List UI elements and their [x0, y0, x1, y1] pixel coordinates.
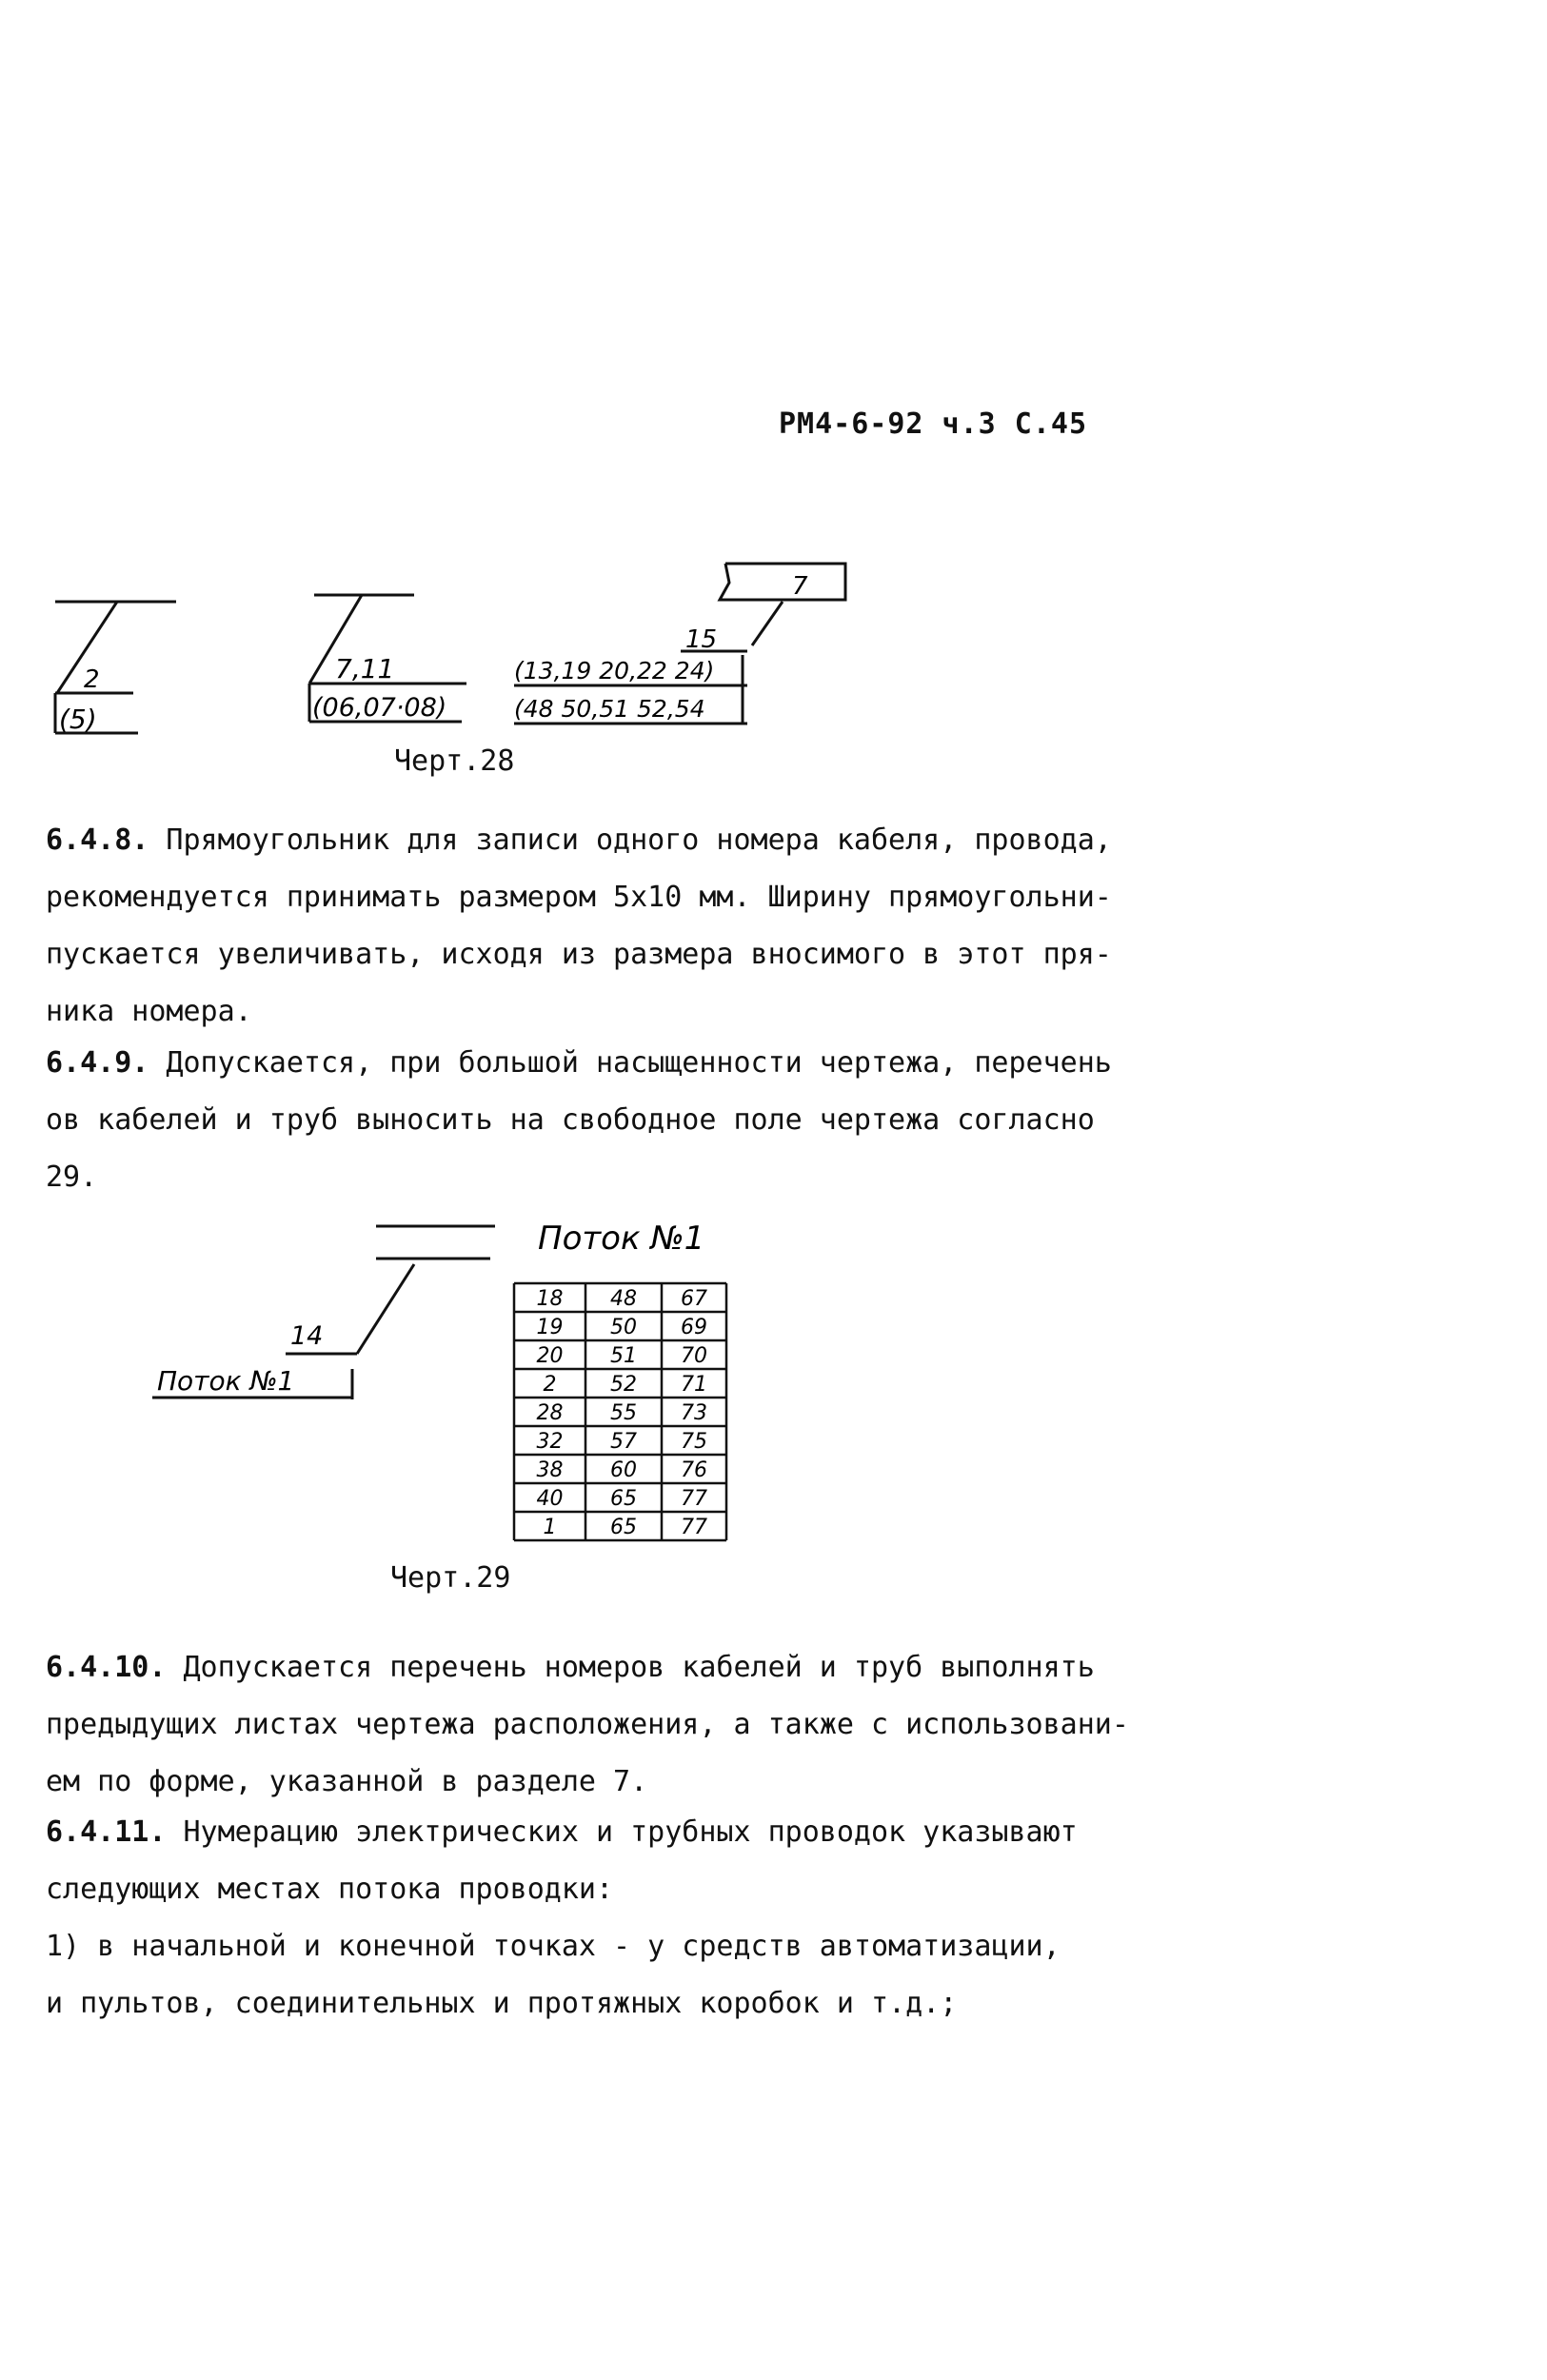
fig29-table-cell: 52	[610, 1373, 637, 1397]
fig28-b-top: 7,11	[335, 653, 395, 684]
para-6-4-11-line-4: и пультов, соединительных и протяжных коробок и т.д.;	[46, 1987, 958, 2020]
para-6-4-10-line-3: ем по форме, указанной в разделе 7.	[46, 1765, 648, 1798]
figure-29	[0, 1200, 1547, 1580]
fig29-table-cell: 20	[536, 1344, 564, 1368]
para-6-4-8-line-4: ника номера.	[46, 995, 252, 1028]
fig29-table-cell: 32	[536, 1430, 564, 1454]
fig29-table-cell: 51	[610, 1344, 637, 1368]
para-6-4-11-line-3: 1) в начальной и конечной точках - у средств автоматизации,	[46, 1930, 1061, 1963]
fig28-c-leader	[752, 602, 783, 645]
fig29-caption: Черт.29	[390, 1561, 511, 1595]
para-6-4-11-line-1: Нумерацию электрических и трубных проводок указывают	[166, 1815, 1078, 1849]
para-6-4-9-num: 6.4.9.	[46, 1046, 149, 1080]
fig29-table-cell: 77	[681, 1516, 707, 1539]
page-header: РМ4-6-92 ч.3 С.45	[779, 407, 1088, 441]
para-6-4-8-num: 6.4.8.	[46, 823, 149, 857]
para-6-4-11-num: 6.4.11.	[46, 1815, 167, 1849]
fig28-c-flag	[720, 564, 845, 600]
fig29-table-cell: 65	[610, 1516, 637, 1539]
fig28-c-flag-label: 7	[792, 572, 808, 601]
fig29-table-cell: 19	[536, 1316, 564, 1339]
fig29-table-cell: 18	[536, 1287, 564, 1311]
fig28-a-top: 2	[84, 665, 100, 694]
para-6-4-10	[46, 1639, 1129, 1811]
fig28-c-row1: (13,19 20,22 24)	[514, 657, 715, 684]
fig29-table-cell: 48	[610, 1287, 637, 1311]
fig29-table-cell: 69	[681, 1316, 707, 1339]
fig29-table-cell: 50	[610, 1316, 637, 1339]
fig29-table-cell: 65	[610, 1487, 637, 1511]
fig29-table-cell: 1	[543, 1516, 557, 1539]
para-6-4-8-line-2: рекомендуется принимать размером 5х10 мм. Ширину прямоугольни-	[46, 881, 1112, 914]
fig29-table-cell: 70	[681, 1344, 707, 1368]
fig28-a-bottom: (5)	[59, 704, 97, 735]
fig29-table-cell: 60	[610, 1458, 637, 1482]
fig29-table-cell: 73	[681, 1401, 707, 1425]
fig29-leader	[357, 1264, 414, 1354]
fig29-table-cell: 67	[681, 1287, 707, 1311]
fig29-table-cell: 77	[681, 1487, 707, 1511]
para-6-4-9	[46, 1035, 1112, 1206]
fig29-table-cell: 2	[543, 1373, 557, 1397]
figure-28	[0, 0, 1547, 800]
para-6-4-8-line-1: Прямоугольник для записи одного номера кабеля, провода,	[149, 823, 1112, 857]
fig29-table-cell: 76	[681, 1458, 707, 1482]
para-6-4-10-num: 6.4.10.	[46, 1651, 167, 1684]
fig29-table-cell: 28	[536, 1401, 564, 1425]
para-6-4-10-line-2: предыдущих листах чертежа расположения, а также с использовани-	[46, 1708, 1129, 1741]
para-6-4-9-line-3: 29.	[46, 1160, 98, 1194]
fig29-title: Поток №1	[538, 1220, 705, 1258]
fig29-table-cell: 55	[610, 1401, 637, 1425]
para-6-4-9-line-2: ов кабелей и труб выносить на свободное поле чертежа согласно	[46, 1103, 1095, 1137]
fig28-b-bottom: (06,07·08)	[312, 693, 447, 723]
para-6-4-10-line-1: Допускается перечень номеров кабелей и труб выполнять	[166, 1651, 1095, 1684]
fig28-c-label: 15	[685, 625, 718, 654]
fig29-label: Поток №1	[157, 1365, 295, 1397]
fig29-table-cell: 57	[610, 1430, 637, 1454]
fig29-table-cell: 71	[681, 1373, 707, 1397]
fig29-table-cell: 40	[536, 1487, 564, 1511]
fig29-label-num: 14	[290, 1321, 324, 1351]
para-6-4-8-line-3: пускается увеличивать, исходя из размера вносимого в этот пря-	[46, 938, 1112, 971]
fig29-table-cell: 38	[536, 1458, 564, 1482]
fig28-c-row2: (48 50,51 52,54	[514, 695, 705, 723]
para-6-4-11	[46, 1804, 1078, 2033]
para-6-4-9-line-1: Допускается, при большой насыщенности чертежа, перечень	[149, 1046, 1112, 1080]
fig28-caption: Черт.28	[394, 744, 515, 778]
fig29-table-cell: 75	[681, 1430, 707, 1454]
para-6-4-8	[46, 812, 1112, 1041]
para-6-4-11-line-2: следующих местах потока проводки:	[46, 1873, 614, 1906]
fig29-table	[514, 1283, 726, 1540]
